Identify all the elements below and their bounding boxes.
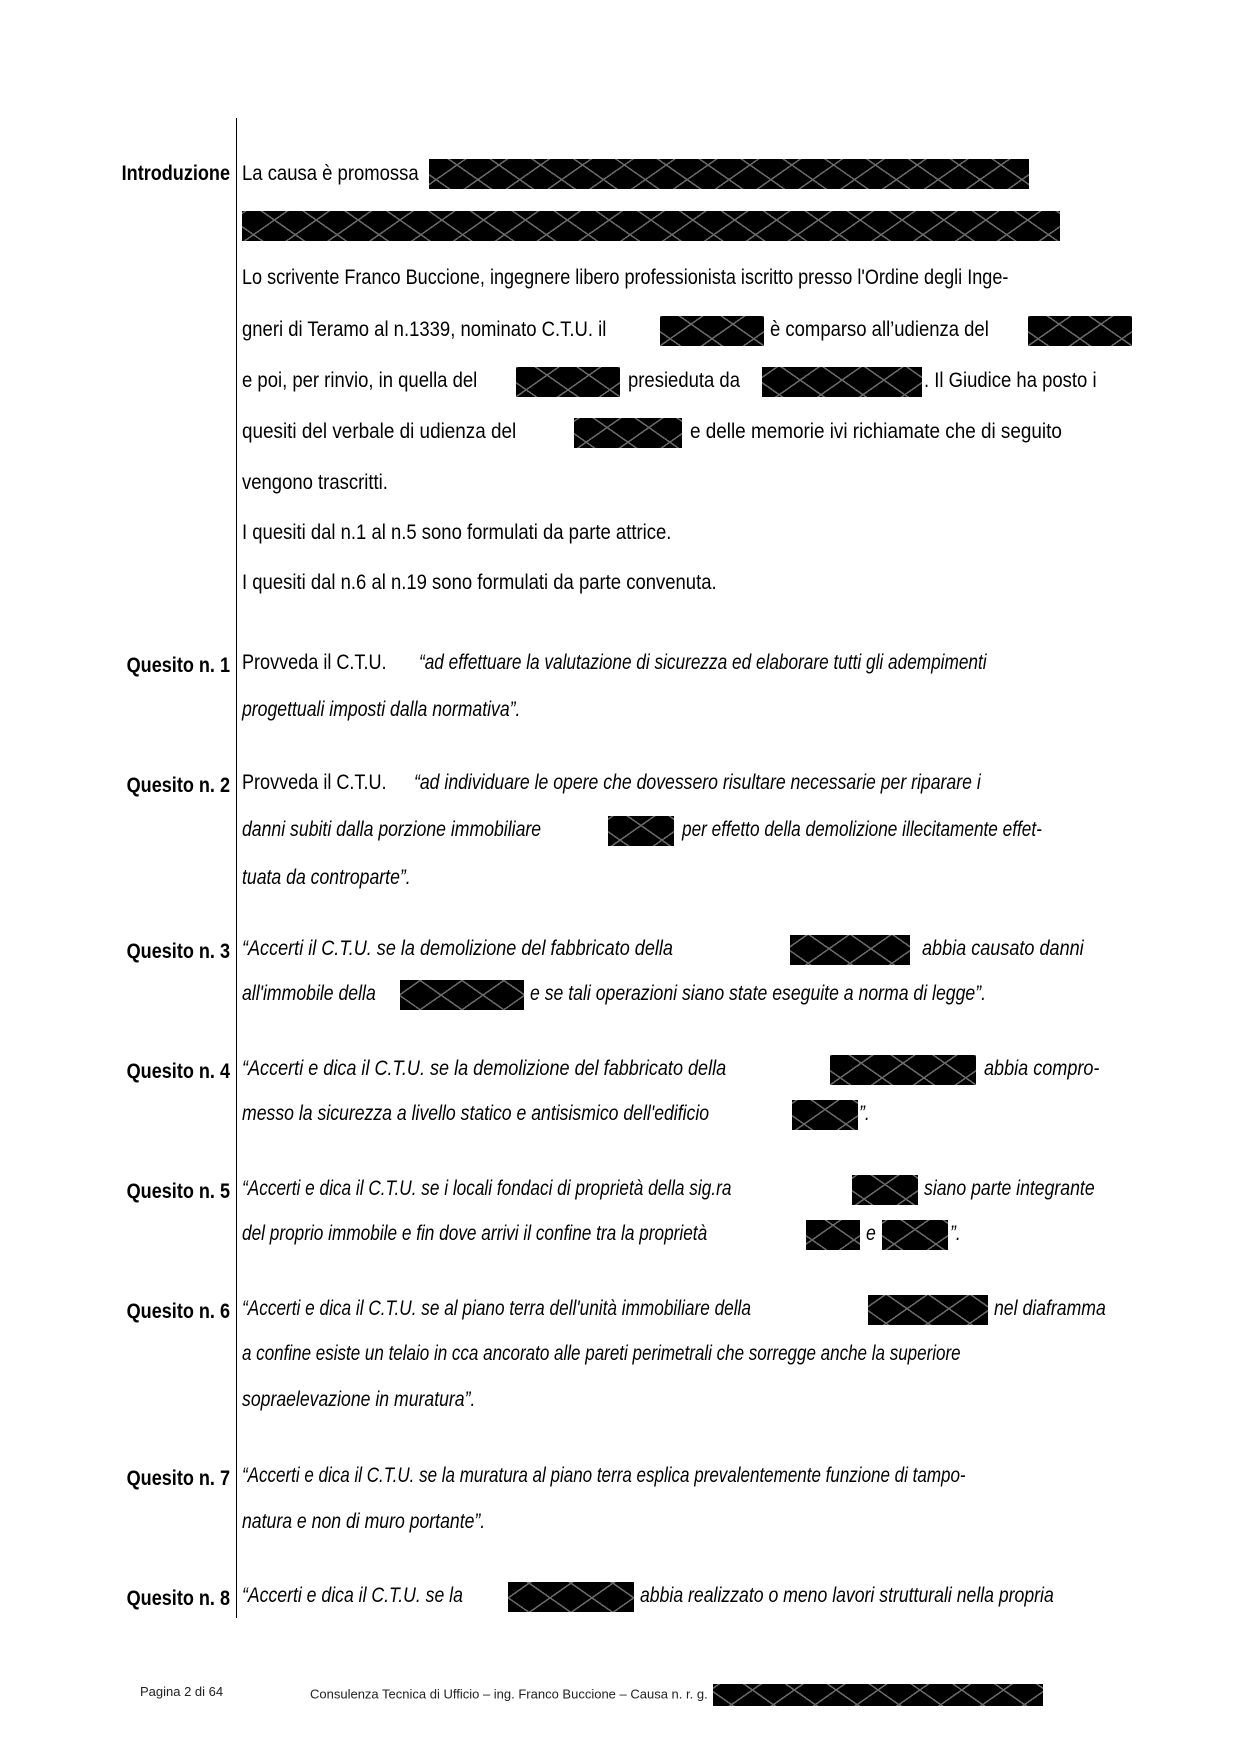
intro-line-4: gneri di Teramo al n.1339, nominato C.T.U. il è comparso all’udienza del — [242, 316, 1132, 350]
redaction — [1028, 316, 1132, 346]
redaction — [516, 367, 620, 397]
page-number: Pagina 2 di 64 — [140, 1684, 224, 1699]
q1-line-2: progettuali imposti dalla normativa”. — [242, 698, 521, 721]
redaction — [608, 816, 674, 846]
intro-line-9: I quesiti dal n.6 al n.19 sono formulati da parte convenuta. — [242, 571, 717, 594]
q5-line-1: “Accerti e dica il C.T.U. se i locali fondaci di proprietà della sig.ra siano parte integrante — [242, 1175, 1132, 1209]
q5-line-2: del proprio immobile e fin dove arrivi il confine tra la proprietà e ”. — [242, 1220, 1132, 1254]
redaction — [508, 1582, 634, 1612]
intro-label: Introduzione — [121, 162, 230, 185]
intro-line-8: I quesiti dal n.1 al n.5 sono formulati da parte attrice. — [242, 521, 672, 544]
q6-line-2: a confine esiste un telaio in cca ancorato alle pareti perimetrali che sorregge anche la superiore — [242, 1342, 961, 1365]
redaction — [400, 980, 524, 1010]
q3-line-1: “Accerti il C.T.U. se la demolizione del fabbricato della abbia causato danni — [242, 935, 1132, 969]
q6-line-1: “Accerti e dica il C.T.U. se al piano terra dell'unità immobiliare della nel diaframma — [242, 1295, 1132, 1329]
q4-label: Quesito n. 4 — [126, 1060, 230, 1083]
redaction — [429, 159, 1029, 189]
redaction — [790, 935, 910, 965]
margin-rule — [236, 118, 237, 1618]
redaction — [242, 211, 1060, 241]
redaction — [713, 1684, 1043, 1706]
q7-label: Quesito n. 7 — [126, 1467, 230, 1490]
q1-label: Quesito n. 1 — [126, 654, 230, 677]
q8-label: Quesito n. 8 — [126, 1587, 230, 1610]
q5-label: Quesito n. 5 — [126, 1180, 230, 1203]
redaction — [574, 418, 682, 448]
q2-line-1: Provveda il C.T.U. “ad individuare le opere che dovessero risultare necessarie per riparare i — [242, 771, 981, 794]
q3-line-2: all'immobile della e se tali operazioni siano state eseguite a norma di legge”. — [242, 980, 1132, 1014]
redaction — [792, 1100, 858, 1130]
q4-line-2: messo la sicurezza a livello statico e antisismico dell'edificio ”. — [242, 1100, 1132, 1134]
intro-line-3: Lo scrivente Franco Buccione, ingegnere libero professionista iscritto presso l'Ordine degli Inge- — [242, 266, 1009, 289]
intro-line-7: vengono trascritti. — [242, 471, 388, 494]
redaction — [830, 1055, 976, 1085]
redaction — [852, 1175, 918, 1205]
redaction — [806, 1220, 860, 1250]
redaction — [868, 1295, 988, 1325]
q6-label: Quesito n. 6 — [126, 1300, 230, 1323]
intro-line-5: e poi, per rinvio, in quella del presieduta da . Il Giudice ha posto i — [242, 367, 1132, 401]
redaction — [882, 1220, 948, 1250]
q2-line-2: danni subiti dalla porzione immobiliare per effetto della demolizione illecitamente effet- — [242, 816, 1132, 850]
q2-label: Quesito n. 2 — [126, 774, 230, 797]
intro-line-2 — [242, 211, 1132, 241]
q1-line-1: Provveda il C.T.U. “ad effettuare la valutazione di sicurezza ed elaborare tutti gli adempimenti — [242, 651, 987, 674]
intro-line-1: La causa è promossa — [242, 159, 1132, 189]
intro-line-6: quesiti del verbale di udienza del e delle memorie ivi richiamate che di seguito — [242, 418, 1132, 452]
q6-line-3: sopraelevazione in muratura”. — [242, 1388, 476, 1411]
q7-line-1: “Accerti e dica il C.T.U. se la muratura al piano terra esplica prevalentemente funzione di tampo- — [242, 1464, 966, 1487]
q8-line-1: “Accerti e dica il C.T.U. se la abbia realizzato o meno lavori strutturali nella propria — [242, 1582, 1132, 1616]
q2-line-3: tuata da controparte”. — [242, 866, 411, 889]
footer-title: Consulenza Tecnica di Ufficio – ing. Franco Buccione – Causa n. r. g. — [310, 1684, 1043, 1706]
redaction — [762, 367, 922, 397]
q7-line-2: natura e non di muro portante”. — [242, 1510, 486, 1533]
q4-line-1: “Accerti e dica il C.T.U. se la demolizione del fabbricato della abbia compro- — [242, 1055, 1132, 1089]
q3-label: Quesito n. 3 — [126, 940, 230, 963]
redaction — [660, 316, 764, 346]
